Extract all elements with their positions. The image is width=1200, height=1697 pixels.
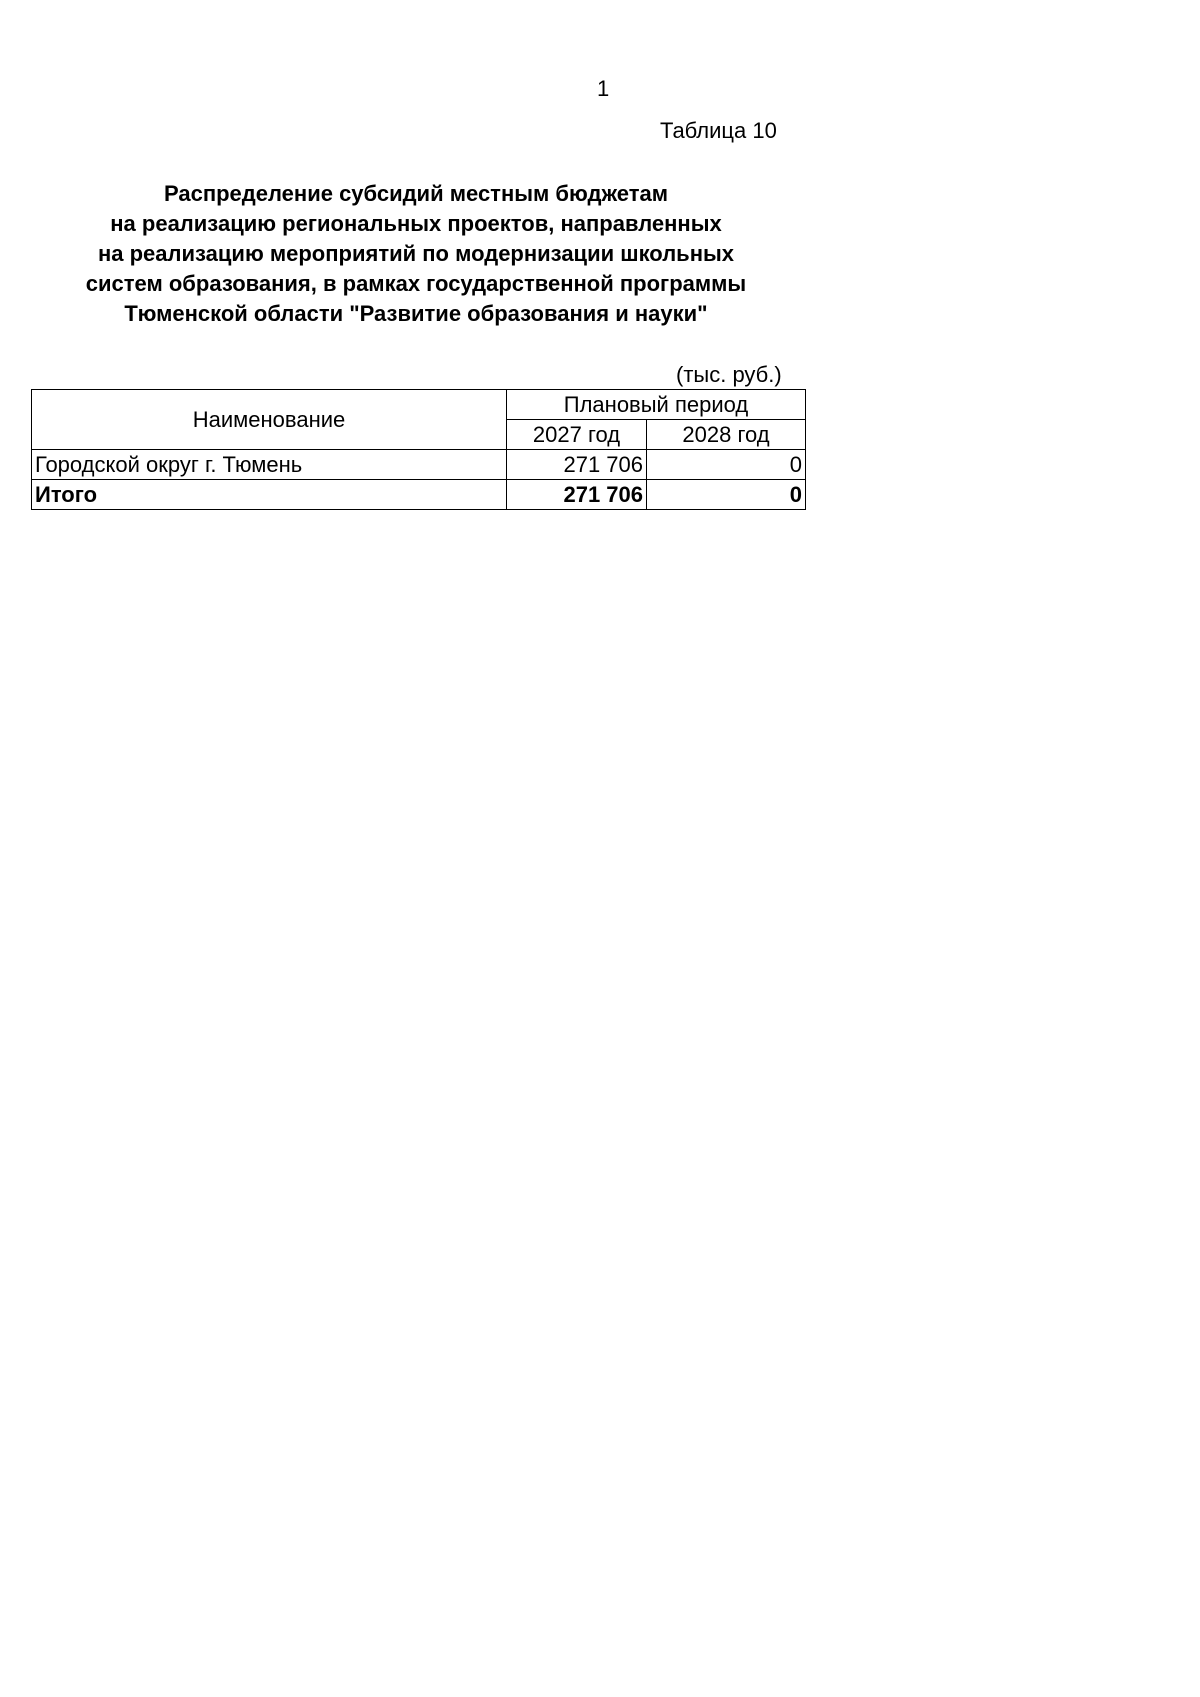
row-value-2028: 0 xyxy=(647,450,806,480)
header-year-2027: 2027 год xyxy=(507,420,647,450)
total-value-2028: 0 xyxy=(647,480,806,510)
title-line: Тюменской области "Развитие образования и науки" xyxy=(124,301,708,326)
header-row xyxy=(32,390,806,420)
total-row xyxy=(32,480,806,510)
row-name: Городской округ г. Тюмень xyxy=(32,450,507,480)
header-period: Плановый период xyxy=(507,390,806,420)
row-value-2027: 271 706 xyxy=(507,450,647,480)
page-number: 1 xyxy=(597,76,610,101)
table-label: Таблица 10 xyxy=(660,118,777,143)
subsidy-table xyxy=(31,389,806,510)
title-line: на реализацию региональных проектов, направленных xyxy=(110,211,722,236)
document-title xyxy=(30,179,802,329)
title-line: Распределение субсидий местным бюджетам xyxy=(163,181,669,206)
total-name: Итого xyxy=(32,480,507,510)
total-value-2027: 271 706 xyxy=(507,480,647,510)
header-year-2028: 2028 год xyxy=(647,420,806,450)
title-line: систем образования, в рамках государственной программы xyxy=(85,271,747,296)
units-label: (тыс. руб.) xyxy=(676,362,782,387)
title-line: на реализацию мероприятий по модернизации школьных xyxy=(97,241,735,266)
header-name: Наименование xyxy=(32,390,507,450)
table-row xyxy=(32,450,806,480)
